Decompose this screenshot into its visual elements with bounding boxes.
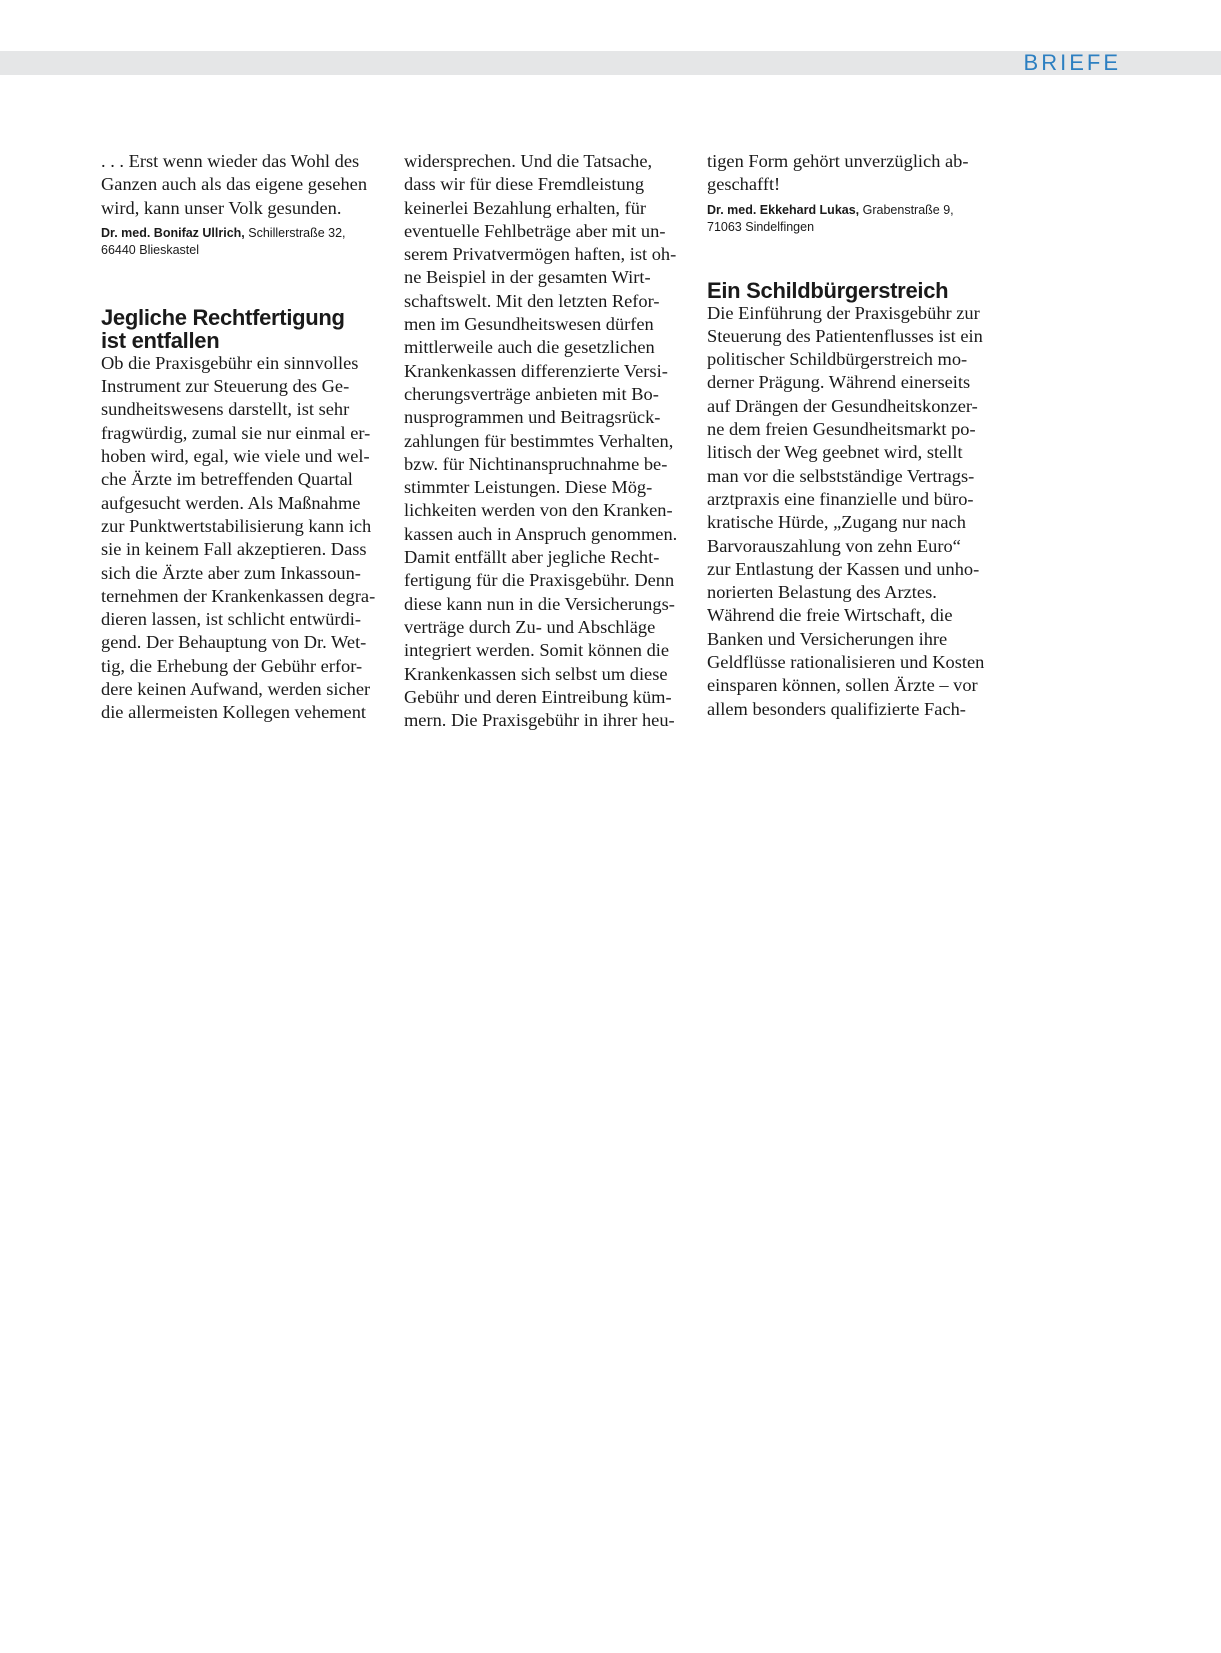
author-signature bbox=[101, 225, 391, 259]
text-line: einsparen können, sollen Ärzte – vor bbox=[707, 675, 978, 696]
text-line: bzw. für Nichtinanspruchnahme be- bbox=[404, 453, 668, 474]
text-line: verträge durch Zu- und Abschläge bbox=[404, 616, 656, 637]
text-line: politischer Schildbürgerstreich mo- bbox=[707, 349, 968, 370]
author-city: 71063 Sindelfingen bbox=[707, 219, 815, 234]
text-line: fragwürdig, zumal sie nur einmal er- bbox=[101, 422, 371, 443]
text-line: zahlungen für bestimmtes Verhalten, bbox=[404, 430, 674, 451]
text-line: integriert werden. Somit können die bbox=[404, 640, 670, 661]
text-line: lichkeiten werden von den Kranken- bbox=[404, 500, 673, 521]
text-line: derner Prägung. Während einerseits bbox=[707, 372, 971, 393]
text-line: sie in keinem Fall akzeptieren. Dass bbox=[101, 539, 367, 560]
text-line: diese kann nun in die Versicherungs- bbox=[404, 593, 675, 614]
text-line: man vor die selbstständige Vertrags- bbox=[707, 465, 975, 486]
text-line: Barvorauszahlung von zehn Euro“ bbox=[707, 535, 961, 556]
text-line: kassen auch in Anspruch genommen. bbox=[404, 523, 678, 544]
text-line: eventuelle Fehlbeträge aber mit un- bbox=[404, 220, 666, 241]
column-3 bbox=[707, 150, 997, 721]
letter-heading bbox=[101, 306, 391, 352]
text-line: Die Einführung der Praxisgebühr zur bbox=[707, 302, 980, 323]
text-line: norierten Belastung des Arztes. bbox=[707, 582, 937, 603]
heading-line: ist entfallen bbox=[101, 327, 220, 353]
text-line: mern. Die Praxisgebühr in ihrer heu- bbox=[404, 710, 675, 731]
heading-line: Ein Schildbürgerstreich bbox=[707, 277, 949, 303]
text-line: zur Entlastung der Kassen und unho- bbox=[707, 558, 980, 579]
author-address: Grabenstraße 9, bbox=[859, 202, 954, 217]
text-line: aufgesucht werden. Als Maßnahme bbox=[101, 492, 361, 513]
text-line: Steuerung des Patientenflusses ist ein bbox=[707, 325, 983, 346]
author-address: Schillerstraße 32, bbox=[244, 225, 346, 240]
text-line: widersprechen. Und die Tatsache, bbox=[404, 151, 653, 171]
text-line: dere keinen Aufwand, werden sicher bbox=[101, 679, 371, 700]
author-name: Dr. med. Ekkehard Lukas, bbox=[707, 202, 860, 217]
text-line: die allermeisten Kollegen vehement bbox=[101, 702, 367, 723]
text-line: Damit entfällt aber jegliche Recht- bbox=[404, 547, 660, 568]
text-line: stimmter Leistungen. Diese Mög- bbox=[404, 477, 653, 498]
text-line: ne Beispiel in der gesamten Wirt- bbox=[404, 267, 651, 288]
text-line: arztpraxis eine finanzielle und büro- bbox=[707, 488, 974, 509]
text-line: zur Punktwertstabilisierung kann ich bbox=[101, 515, 372, 536]
section-label: BRIEFE bbox=[1023, 50, 1121, 75]
text-line: men im Gesundheitswesen dürfen bbox=[404, 314, 654, 335]
text-line: cherungsverträge anbieten mit Bo- bbox=[404, 383, 659, 404]
text-line: Während die freie Wirtschaft, die bbox=[707, 605, 953, 626]
text-line: Geldflüsse rationalisieren und Kosten bbox=[707, 652, 985, 673]
text-line: mittlerweile auch die gesetzlichen bbox=[404, 337, 655, 358]
text-line: serem Privatvermögen haften, ist oh- bbox=[404, 244, 677, 265]
text-line: hoben wird, egal, wie viele und wel- bbox=[101, 446, 370, 467]
text-line: dass wir für diese Fremdleistung bbox=[404, 174, 645, 195]
text-line: Ganzen auch als das eigene gesehen bbox=[101, 174, 368, 195]
text-line: fertigung für die Praxisgebühr. Denn bbox=[404, 570, 675, 591]
letter-body bbox=[707, 302, 997, 721]
text-line: kratische Hürde, „Zugang nur nach bbox=[707, 512, 966, 533]
text-line: Krankenkassen differenzierte Versi- bbox=[404, 360, 668, 381]
text-line: tigen Form gehört unverzüglich ab- bbox=[707, 151, 969, 171]
text-line: dieren lassen, ist schlicht entwürdi- bbox=[101, 609, 361, 630]
column-1 bbox=[101, 150, 391, 725]
text-line: Instrument zur Steuerung des Ge- bbox=[101, 376, 350, 397]
author-city: 66440 Blieskastel bbox=[101, 242, 199, 257]
author-name: Dr. med. Bonifaz Ullrich, bbox=[101, 225, 245, 240]
text-line: wird, kann unser Volk gesunden. bbox=[101, 197, 342, 218]
heading-line: Jegliche Rechtfertigung bbox=[101, 304, 345, 330]
text-line: sundheitswesens darstellt, ist sehr bbox=[101, 399, 350, 420]
text-line: che Ärzte im betreffenden Quartal bbox=[101, 469, 353, 490]
letter-ending bbox=[707, 150, 997, 197]
letter-heading bbox=[707, 279, 997, 302]
author-signature bbox=[707, 202, 997, 236]
text-line: sich die Ärzte aber zum Inkassoun- bbox=[101, 562, 361, 583]
text-line: Gebühr und deren Eintreibung küm- bbox=[404, 686, 672, 707]
text-line: schaftswelt. Mit den letzten Refor- bbox=[404, 290, 660, 311]
text-line: keinerlei Bezahlung erhalten, für bbox=[404, 197, 647, 218]
letter-ending bbox=[101, 150, 391, 220]
text-line: Krankenkassen sich selbst um diese bbox=[404, 663, 668, 684]
text-line: . . . Erst wenn wieder das Wohl des bbox=[101, 151, 360, 171]
text-line: gend. Der Behauptung von Dr. Wet- bbox=[101, 632, 367, 653]
text-line: geschafft! bbox=[707, 174, 781, 195]
text-line: Banken und Versicherungen ihre bbox=[707, 628, 948, 649]
text-line: Ob die Praxisgebühr ein sinnvolles bbox=[101, 352, 359, 373]
text-line: nusprogrammen und Beitragsrück- bbox=[404, 407, 661, 428]
text-line: ternehmen der Krankenkassen degra- bbox=[101, 585, 376, 606]
text-line: litisch der Weg geebnet wird, stellt bbox=[707, 442, 963, 463]
text-line: allem besonders qualifizierte Fach- bbox=[707, 698, 966, 719]
letter-body bbox=[101, 352, 391, 725]
column-2 bbox=[404, 150, 694, 732]
text-line: auf Drängen der Gesundheitskonzer- bbox=[707, 395, 978, 416]
text-line: ne dem freien Gesundheitsmarkt po- bbox=[707, 419, 976, 440]
letter-body bbox=[404, 150, 694, 732]
text-line: tig, die Erhebung der Gebühr erfor- bbox=[101, 655, 363, 676]
